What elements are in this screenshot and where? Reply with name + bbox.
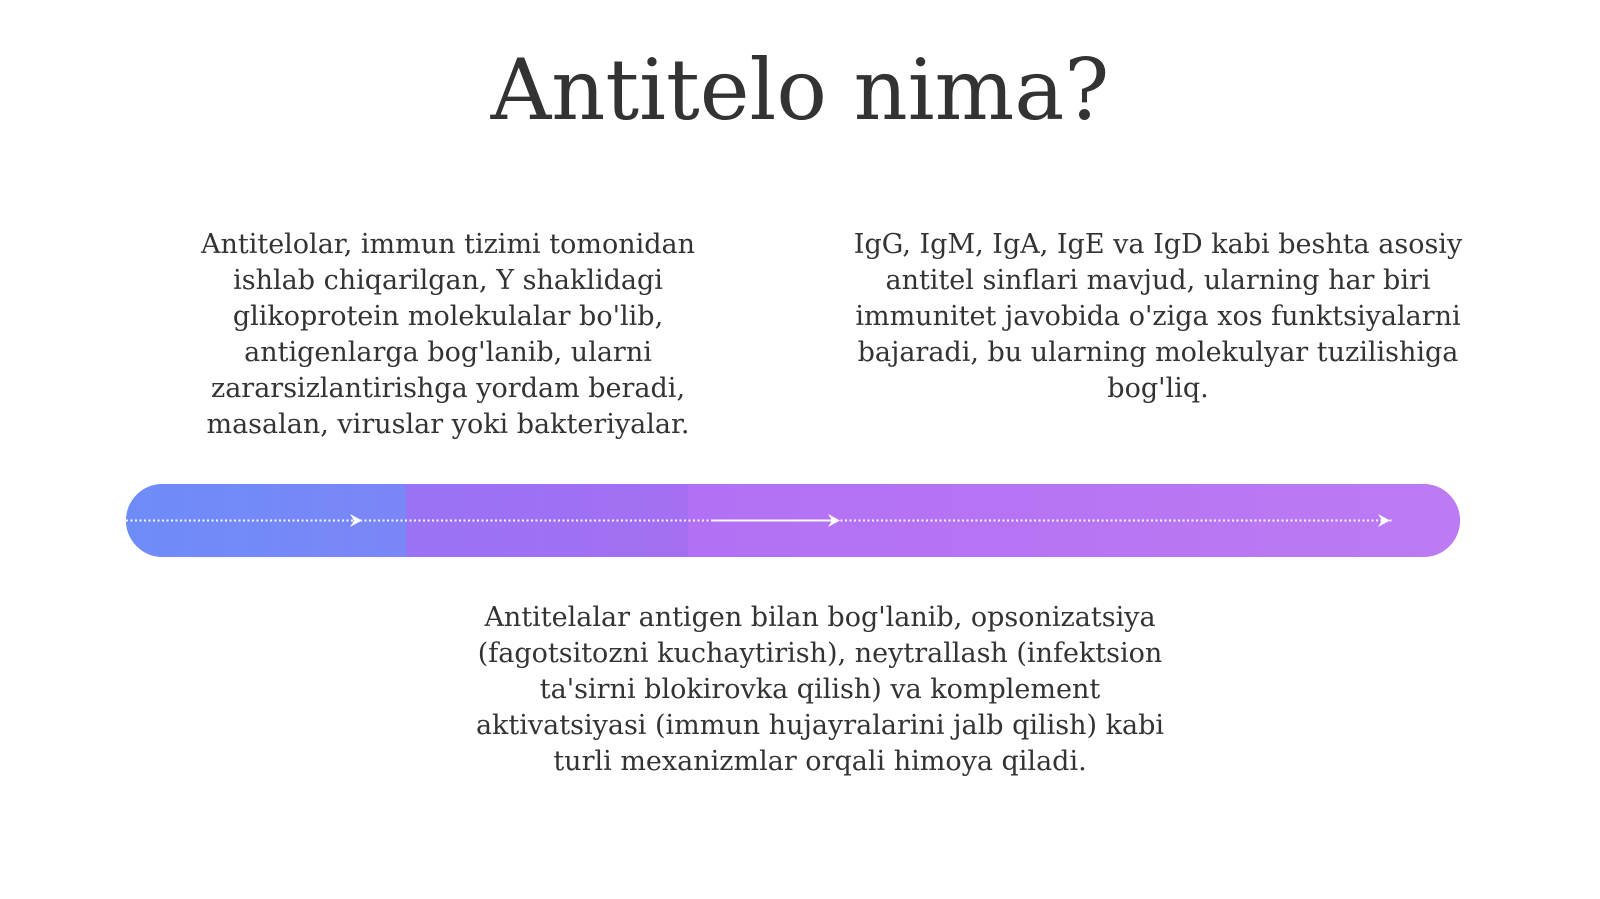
- right-paragraph: IgG, IgM, IgA, IgE va IgD kabi beshta asosiy antitel sinflari mavjud, ularning har biri immunitet javobida o'ziga xos funktsiyalarni bajaradi, bu ularning molekulyar tuzilishiga bog'liq.: [853, 229, 1463, 404]
- left-paragraph: Antitelolar, immun tizimi tomonidan ishlab chiqarilgan, Y shaklidagi glikoprotein molekulalar bo'lib, antigenlarga bog'lanib, ularni zararsizlantirishga yordam beradi, masalan, viruslar yoki bakteriyalar.: [200, 229, 696, 440]
- timeline-bar: [126, 484, 1460, 557]
- bottom-paragraph: Antitelalar antigen bilan bog'lanib, opsonizatsiya (fagotsitozni kuchaytirish), neytrallash (infektsion ta'sirni blokirovka qilish) va komplement aktivatsiyasi (immun hujayralarini jalb qilish) kabi turli mexanizmlar orqali himoya qiladi.: [475, 602, 1165, 777]
- timeline-arrows: [126, 484, 1460, 557]
- arrow-right-icon: [1378, 514, 1390, 527]
- slide-title: Antitelo nima?: [490, 41, 1110, 139]
